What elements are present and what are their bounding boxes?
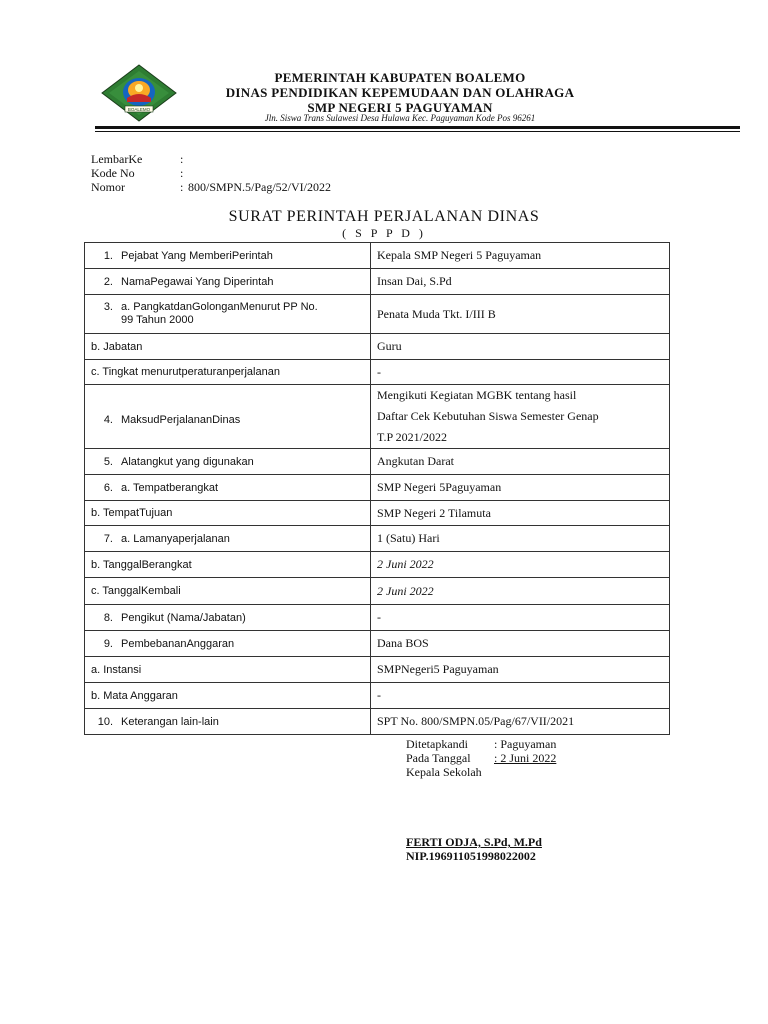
table-row: [85, 501, 670, 526]
row-value: -: [371, 605, 670, 631]
table-row: [85, 295, 670, 334]
meta-colon: :: [180, 180, 184, 194]
row-label: [85, 334, 371, 360]
table-row: [85, 243, 670, 269]
table-row: [85, 475, 670, 501]
row-value: SPT No. 800/SMPN.05/Pag/67/VII/2021: [371, 709, 670, 735]
row-value: Guru: [371, 334, 670, 360]
row-number: 6.: [103, 481, 113, 494]
row-value: SMP Negeri 5Paguyaman: [371, 475, 670, 501]
meta-lembar-label: LembarKe: [91, 152, 143, 166]
table-row: [85, 657, 670, 683]
row-value: 1 (Satu) Hari: [371, 526, 670, 552]
row-label: [85, 526, 371, 552]
row-label-text: Pengikut (Nama/Jabatan): [121, 611, 246, 624]
row-label-text-cont: 99 Tahun 2000: [121, 314, 194, 326]
signature-place: [406, 737, 556, 751]
document-title: SURAT PERINTAH PERJALANAN DINAS: [228, 208, 540, 225]
row-label: [85, 475, 371, 501]
table-row: [85, 683, 670, 709]
row-label: [85, 449, 371, 475]
meta-kode: [91, 166, 188, 180]
signature-position: Kepala Sekolah: [406, 765, 482, 779]
row-label: [85, 657, 371, 683]
table-row: [85, 449, 670, 475]
row-value: SMPNegeri5 Paguyaman: [371, 657, 670, 683]
meta-kode-label: Kode No: [91, 166, 135, 180]
row-value: -: [371, 360, 670, 385]
sppd-table: [84, 242, 670, 735]
table-row: [85, 578, 670, 605]
row-value: Dana BOS: [371, 631, 670, 657]
row-number: 7.: [103, 532, 113, 545]
signature-place-label: Ditetapkandi: [406, 737, 468, 751]
table-row: [85, 269, 670, 295]
signature-date-value: : 2 Juni 2022: [494, 751, 557, 765]
document-subtitle: ( S P P D ): [342, 226, 426, 240]
row-value-line: T.P 2021/2022: [377, 430, 448, 444]
row-label-text: a. PangkatdanGolonganMenurut PP No.: [121, 301, 318, 313]
row-label: [85, 360, 371, 385]
emblem-text: BOALEMO: [127, 107, 151, 112]
row-label-text: a. Instansi: [91, 663, 142, 676]
row-label-text: b. TanggalBerangkat: [91, 558, 192, 571]
row-number: 2.: [103, 275, 113, 288]
row-label: [85, 501, 371, 526]
row-label-text: PembebananAnggaran: [121, 637, 235, 650]
row-label-text: c. Tingkat menurutperaturanperjalanan: [91, 366, 280, 378]
row-number: 9.: [103, 637, 113, 650]
row-value-line: Daftar Cek Kebutuhan Siswa Semester Genap: [377, 409, 599, 423]
signature-place-value: : Paguyaman: [494, 737, 557, 751]
row-label-text: MaksudPerjalananDinas: [121, 413, 241, 426]
row-label: [85, 709, 371, 735]
meta-colon: :: [180, 166, 184, 180]
row-label: [85, 552, 371, 578]
row-number: 10.: [97, 715, 113, 728]
row-value: 2 Juni 2022: [371, 552, 670, 578]
row-value: Angkutan Darat: [371, 449, 670, 475]
table-row: [85, 526, 670, 552]
row-value: SMP Negeri 2 Tilamuta: [371, 501, 670, 526]
row-number: 3.: [103, 301, 113, 313]
letterhead-department: DINAS PENDIDIKAN KEPEMUDAAN DAN OLAHRAGA: [225, 85, 575, 100]
row-label: [85, 578, 371, 605]
row-value: Insan Dai, S.Pd: [371, 269, 670, 295]
row-value: Penata Muda Tkt. I/III B: [371, 295, 670, 334]
row-label: [85, 683, 371, 709]
row-label-text: b. Jabatan: [91, 340, 143, 353]
row-label-text: a. Lamanyaperjalanan: [121, 532, 230, 545]
row-label: [85, 385, 371, 449]
row-value-line: Mengikuti Kegiatan MGBK tentang hasil: [377, 388, 577, 402]
row-label-text: b. TempatTujuan: [91, 507, 173, 519]
row-label: [85, 605, 371, 631]
row-label-text: Keterangan lain-lain: [121, 715, 219, 728]
row-label-text: Alatangkut yang digunakan: [121, 455, 254, 468]
row-value: [371, 385, 670, 449]
table-row: [85, 334, 670, 360]
row-label: [85, 631, 371, 657]
letterhead-school: SMP NEGERI 5 PAGUYAMAN: [307, 100, 493, 115]
row-label: [85, 269, 371, 295]
meta-lembar: [91, 152, 188, 166]
meta-colon: :: [180, 152, 184, 166]
letterhead-rule-thick: [95, 126, 740, 129]
letterhead-government: PEMERINTAH KABUPATEN BOALEMO: [274, 70, 526, 85]
row-label: [85, 295, 371, 334]
meta-nomor: [91, 180, 331, 194]
signature-date: [406, 751, 556, 765]
signature-nip: NIP.196911051998022002: [406, 849, 536, 863]
table-row: [85, 605, 670, 631]
meta-nomor-label: Nomor: [91, 180, 125, 194]
table-row: [85, 709, 670, 735]
signature-date-label: Pada Tanggal: [406, 751, 471, 765]
row-label-text: b. Mata Anggaran: [91, 689, 178, 702]
row-number: 1.: [103, 249, 113, 262]
signature-name: FERTI ODJA, S.Pd, M.Pd: [406, 835, 542, 849]
row-value: -: [371, 683, 670, 709]
regency-emblem-icon: [101, 64, 177, 122]
row-value: 2 Juni 2022: [371, 578, 670, 605]
row-label-text: NamaPegawai Yang Diperintah: [121, 275, 274, 288]
table-row: [85, 552, 670, 578]
row-label-text: Pejabat Yang MemberiPerintah: [121, 249, 273, 262]
letterhead-rule-thin: [95, 131, 740, 132]
meta-nomor-value: 800/SMPN.5/Pag/52/VI/2022: [188, 180, 332, 194]
letterhead-address: Jln. Siswa Trans Sulawesi Desa Hulawa Kec. Paguyaman Kode Pos 96261: [264, 113, 536, 123]
table-row: [85, 631, 670, 657]
row-label: [85, 243, 371, 269]
table-row: [85, 385, 670, 449]
row-label-text: a. Tempatberangkat: [121, 481, 219, 494]
row-number: 4.: [103, 413, 113, 426]
row-number: 5.: [103, 455, 113, 468]
row-value: Kepala SMP Negeri 5 Paguyaman: [371, 243, 670, 269]
row-label-text: c. TanggalKembali: [91, 585, 181, 597]
row-number: 8.: [103, 611, 113, 624]
table-row: [85, 360, 670, 385]
